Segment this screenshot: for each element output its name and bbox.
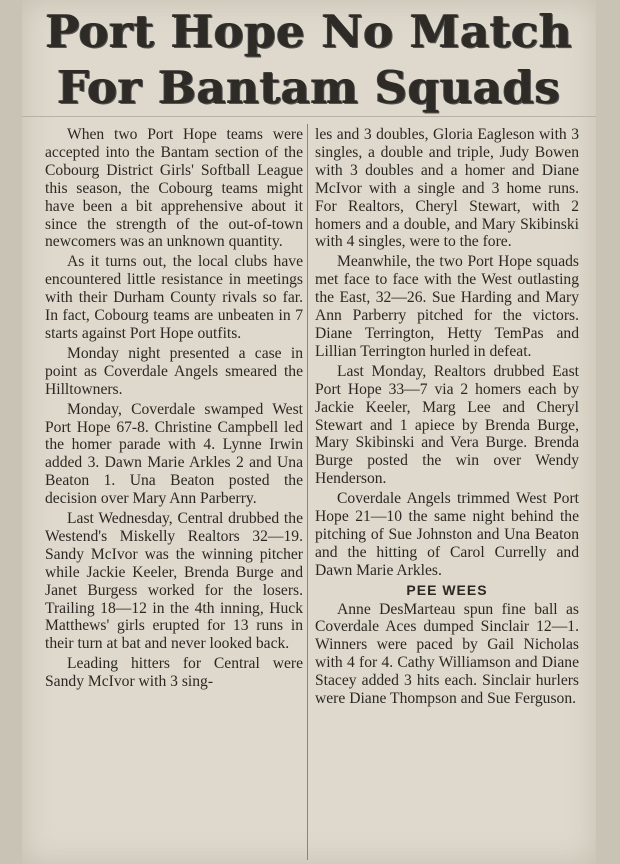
article-column-right: [315, 126, 579, 710]
section-subhead: PEE WEES: [406, 581, 488, 598]
headline: [22, 4, 596, 116]
headline-line-2: For Bantam Squads: [57, 61, 561, 114]
headline-line-1: Port Hope No Match: [45, 5, 573, 58]
paragraph: Anne DesMarteau spun fine ball as Coverdale Aces dumped Sinclair 12—1. Winners were paced by Gail Nicholas with 4 for 4. Cathy Williamson and Diane Stacey added 3 hits each. Sinclair hurlers were Diane Thompson and Sue Ferguson.: [315, 600, 579, 708]
paragraph: Last Wednesday, Central drubbed the Westend's Miskelly Realtors 32—19. Sandy McIvor was the winning pitcher while Jackie Keeler, Brenda Burge and Janet Burgess worked for the losers. Trailing 18—12 in the 4th inning, Huck Matthews' girls erupted for 13 runs in their turn at bat and never looked back.: [45, 510, 303, 653]
paragraph: Monday night presented a case in point as Coverdale Angels smeared the Hilltowners.: [45, 344, 303, 398]
paragraph: Monday, Coverdale swamped West Port Hope 67-8. Christine Campbell led the homer parade with 4. Lynne Irwin added 3. Dawn Marie Arkles 2 and Una Beaton 1. Una Beaton posted the decision over Mary Ann Parberry.: [45, 400, 303, 508]
paragraph: Last Monday, Realtors drubbed East Port Hope 33—7 via 2 homers each by Jackie Keeler, Marg Lee and Cheryl Stewart and 1 apiece by Brenda Burge, Mary Skibinski and Vera Burge. Brenda Burge posted the win over Wendy Henderson.: [315, 362, 579, 488]
paragraph: Coverdale Angels trimmed West Port Hope 21—10 the same night behind the pitching of Sue Johnston and Una Beaton and the hitting of Carol Currelly and Dawn Marie Arkles.: [315, 490, 579, 579]
article-column-left: [45, 126, 303, 693]
paragraph-continued: les and 3 doubles, Gloria Eagleson with 3 singles, a double and triple, Judy Bowen with 3 doubles and a homer and Diane McIvor with a single and 3 home runs. For Realtors, Cheryl Stewart, with 2 homers and a double, and Mary Skibinski with 4 singles, were to the fore.: [315, 126, 579, 251]
paragraph: As it turns out, the local clubs have encountered little resistance in meetings with their Durham County rivals so far. In fact, Cobourg teams are unbeaten in 7 starts against Port Hope outfits.: [45, 253, 303, 342]
headline-rule: [22, 116, 596, 117]
paragraph: Meanwhile, the two Port Hope squads met face to face with the West outlasting the East, 32—26. Sue Harding and Mary Ann Parberry pitched for the victors. Diane Terrington, Hetty TemPas and Lillian Terrington hurled in defeat.: [315, 253, 579, 360]
paragraph: When two Port Hope teams were accepted into the Bantam section of the Cobourg District Girls' Softball League this season, the Cobourg teams might have been a bit apprehensive about it since the strength of the out-of-town newcomers was an unknown quantity.: [45, 126, 303, 251]
column-divider: [307, 124, 308, 860]
newspaper-clipping: [22, 0, 596, 864]
paragraph: Leading hitters for Central were Sandy McIvor with 3 sing-: [45, 655, 303, 691]
